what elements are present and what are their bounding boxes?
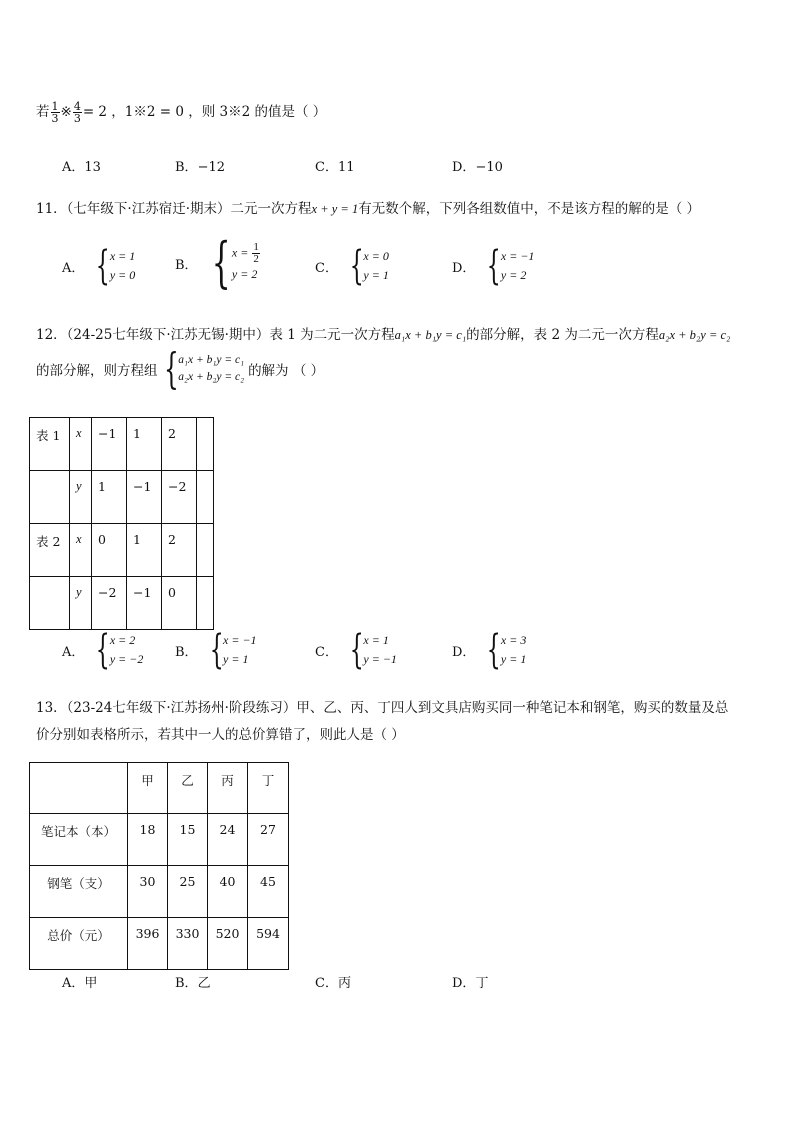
brace-icon: { <box>211 231 231 294</box>
q10-prefix: 若 <box>36 104 50 120</box>
q11-equation: x + y = 1 <box>311 202 359 216</box>
q10-option-b[interactable]: B．−12 <box>175 160 225 175</box>
brace-icon: { <box>163 344 179 393</box>
q13-option-b[interactable]: B．乙 <box>175 976 211 991</box>
fraction-1-3: $\frac{1}{3}$ <box>51 100 59 125</box>
table-row: y 1 −1 −2 <box>30 471 214 524</box>
q13-stem-line2: 价分别如表格所示，若其中一人的总价算错了，则此人是（ ） <box>36 727 405 743</box>
q12-option-d[interactable]: D． { x = 3 y = 1 <box>452 627 527 673</box>
table-row: 钢笔（支） 30 25 40 45 <box>30 866 289 918</box>
table-row: 甲 乙 丙 丁 <box>30 763 289 814</box>
fraction-4-3: $\frac{4}{3}$ <box>73 100 81 125</box>
q11-option-c[interactable]: C． { x = 0 y = 1 <box>315 243 389 289</box>
q10-stem <box>36 100 326 124</box>
brace-icon: { <box>349 243 364 289</box>
q12-solution-table <box>29 417 214 630</box>
q12-stem-line2: 的部分解，则方程组 { a₁x + b₁y = c₁ a₂x + b₂y = c₂ 的解为 （ ） <box>36 344 325 393</box>
brace-icon: { <box>96 243 111 289</box>
q11-option-b[interactable]: B． { x = $\frac{1}{2}$ y = 2 <box>175 231 259 294</box>
q13-option-c[interactable]: C．丙 <box>315 976 351 991</box>
q10-option-a[interactable]: A．13 <box>62 160 101 175</box>
q12-option-c[interactable]: C． { x = 1 y = −1 <box>315 627 397 673</box>
table-row: 总价（元） 396 330 520 594 <box>30 918 289 970</box>
brace-icon: { <box>487 627 502 673</box>
table-row: 表 2 x 0 1 2 <box>30 524 214 577</box>
q10-option-d[interactable]: D．−10 <box>452 160 503 175</box>
q13-option-a[interactable]: A．甲 <box>62 976 98 991</box>
q11-option-a[interactable]: A． { x = 1 y = 0 <box>62 243 136 289</box>
table-row: y −2 −1 0 <box>30 577 214 630</box>
q10-option-c[interactable]: C．11 <box>315 160 355 175</box>
table-row: 表 1 x −1 1 2 <box>30 418 214 471</box>
q11-option-d[interactable]: D． { x = −1 y = 2 <box>452 243 535 289</box>
q13-option-d[interactable]: D．丁 <box>452 976 489 991</box>
q10-text: = 2 ，1※2 = 0 ，则 3※2 的值是（ ） <box>82 104 327 120</box>
table-row: 笔记本（本） 18 15 24 27 <box>30 814 289 866</box>
brace-icon: { <box>349 627 364 673</box>
q11-stem: 11．（七年级下·江苏宿迁·期末）二元一次方程x + y = 1有无数个解，下列各组数值中，不是该方程的解的是（ ） <box>36 201 701 217</box>
q12-stem-line1: 12．（24-25七年级下·江苏无锡·期中）表 1 为二元一次方程a₁x + b₁y = c₁的部分解，表 2 为二元一次方程a₂x + b₂y = c₂ <box>36 327 731 343</box>
q13-price-table <box>29 762 289 970</box>
q12-option-a[interactable]: A． { x = 2 y = −2 <box>62 627 144 673</box>
q12-option-b[interactable]: B． { x = −1 y = 1 <box>175 627 257 673</box>
brace-icon: { <box>487 243 502 289</box>
brace-icon: { <box>209 627 224 673</box>
q13-stem-line1: 13．（23-24七年级下·江苏扬州·阶段练习）甲、乙、丙、丁四人到文具店购买同一种笔记本和钢笔，购买的数量及总 <box>36 700 729 716</box>
q10-operator: ※ <box>60 104 72 120</box>
brace-icon: { <box>96 627 111 673</box>
